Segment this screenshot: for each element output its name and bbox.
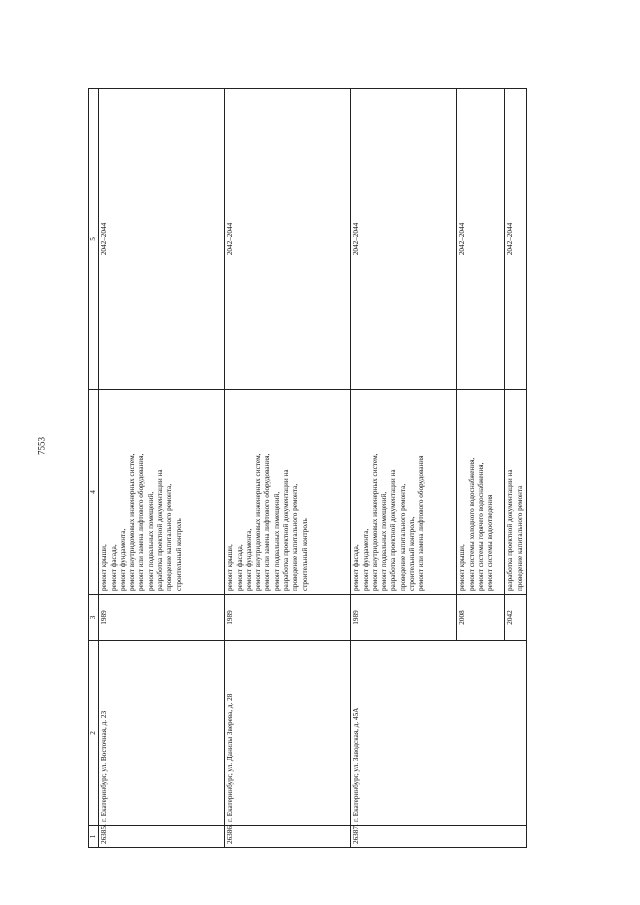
- column-number: 1: [89, 826, 99, 848]
- column-number: 5: [89, 89, 99, 390]
- works-cell: [99, 390, 225, 595]
- work-item: ремонт или замена лифтового оборудования,: [137, 453, 146, 591]
- works-cell: [225, 390, 351, 595]
- work-item: ремонт или замена лифтового оборудования,: [263, 453, 272, 591]
- address-cell: г. Екатеринбург, ул. Заводская, д. 45А: [351, 641, 527, 826]
- address-cell: г. Екатеринбург, ул. Восточная, д. 23: [99, 641, 225, 826]
- row-number: 26387.: [351, 826, 527, 848]
- work-item: проведение капитального ремонта,: [398, 483, 407, 591]
- year-cell: 1989: [351, 595, 457, 641]
- work-item: ремонт фасада,: [352, 544, 361, 591]
- work-item: ремонт подвальных помещений,: [380, 491, 389, 591]
- period-cell: 2042–2044: [99, 89, 225, 390]
- work-item: разработка проектной документации на: [282, 469, 291, 591]
- period-cell: 2042–2044: [351, 89, 457, 390]
- column-number-row: [89, 89, 99, 848]
- work-item: ремонт подвальных помещений,: [146, 491, 155, 591]
- column-number: 4: [89, 390, 99, 595]
- table-row: [225, 89, 351, 848]
- table-row: [99, 89, 225, 848]
- work-item: разработка проектной документации на: [156, 469, 165, 591]
- work-item: ремонт внутридомовых инженерных систем,: [254, 453, 263, 591]
- year-cell: 1989: [225, 595, 351, 641]
- work-item: ремонт или замена лифтового оборудования: [417, 455, 426, 591]
- work-item: ремонт подвальных помещений,: [272, 491, 281, 591]
- work-item: ремонт фасада,: [235, 544, 244, 591]
- work-item: ремонт крыши,: [458, 544, 467, 591]
- work-item: ремонт внутридомовых инженерных систем,: [370, 453, 379, 591]
- work-item: ремонт фундамента,: [118, 528, 127, 591]
- work-item: ремонт фундамента,: [244, 528, 253, 591]
- year-cell: 2008: [457, 595, 505, 641]
- rotated-table-wrapper: [88, 88, 524, 848]
- work-item: проведение капитального ремонта,: [291, 483, 300, 591]
- column-number: 3: [89, 595, 99, 641]
- period-cell: 2042–2044: [505, 89, 527, 390]
- works-cell: [351, 390, 457, 595]
- column-number: 2: [89, 641, 99, 826]
- period-cell: 2042–2044: [225, 89, 351, 390]
- work-item: разработка проектной документации на: [389, 469, 398, 591]
- row-number: 26385.: [99, 826, 225, 848]
- year-cell: 2042: [505, 595, 527, 641]
- capital-repair-table: [88, 88, 527, 848]
- work-item: строительный контроль: [300, 518, 309, 591]
- work-item: разработка проектной документации на: [506, 469, 515, 591]
- year-cell: 1989: [99, 595, 225, 641]
- work-item: ремонт фундамента,: [361, 528, 370, 591]
- work-item: строительный контроль: [174, 518, 183, 591]
- work-item: ремонт внутридомовых инженерных систем,: [128, 453, 137, 591]
- works-cell: [505, 390, 527, 595]
- work-item: ремонт системы холодного водоснабжения,: [467, 457, 476, 591]
- work-item: ремонт системы водоотведения: [486, 494, 495, 591]
- work-item: проведение капитального ремонта,: [165, 483, 174, 591]
- work-item: ремонт системы горячего водоснабжения,: [476, 462, 485, 591]
- work-item: строительный контроль,: [408, 516, 417, 591]
- work-item: ремонт фасада,: [109, 544, 118, 591]
- address-cell: г. Екатеринбург, ул. Данилы Зверева, д. 28: [225, 641, 351, 826]
- work-item: ремонт крыши,: [226, 544, 235, 591]
- work-item: проведение капитального ремонта: [515, 485, 524, 591]
- period-cell: 2042–2044: [457, 89, 505, 390]
- row-number: 26386.: [225, 826, 351, 848]
- works-cell: [457, 390, 505, 595]
- work-item: ремонт крыши,: [100, 544, 109, 591]
- page-number: 7553: [36, 437, 47, 455]
- table-row: [351, 89, 457, 848]
